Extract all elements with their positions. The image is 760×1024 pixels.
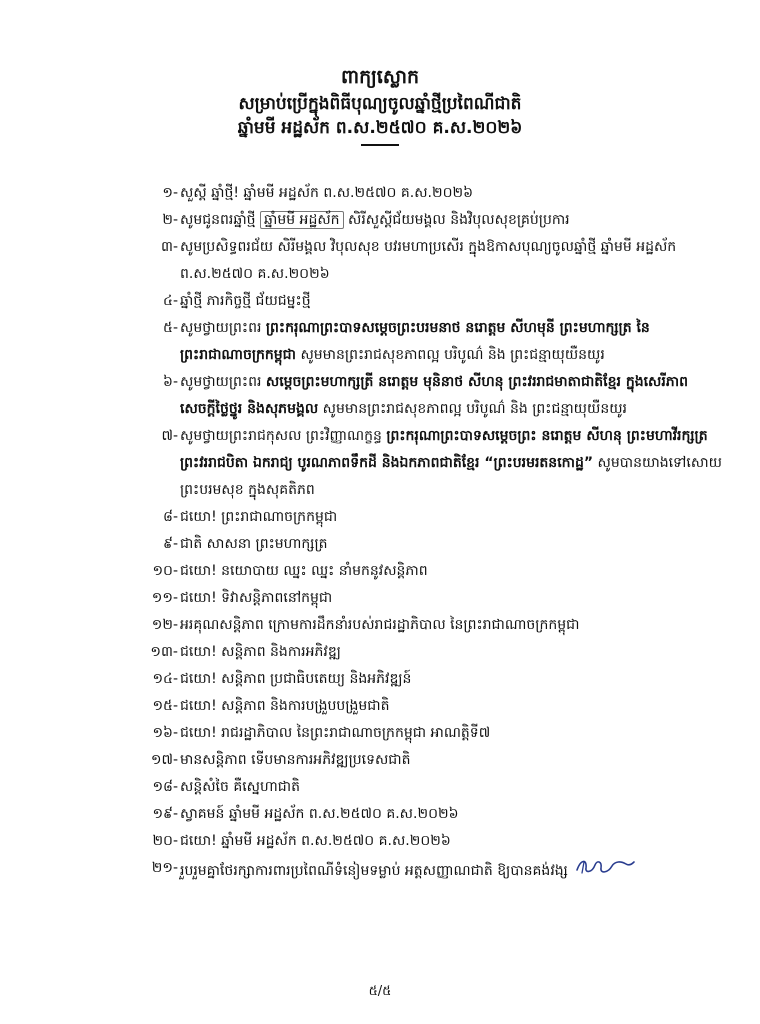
- slogan-text: ឆ្នាំថ្មី ភារកិច្ចថ្មី ជ័យជម្នះថ្មី: [180, 293, 311, 309]
- document-subtitle: សម្រាប់ប្រើក្នុងពិធីបុណ្យចូលឆ្នាំថ្មីប្រពៃណីជាតិ: [238, 94, 522, 114]
- slogan-number: ៧-: [161, 428, 178, 444]
- document-header: [0, 64, 760, 146]
- slogan-item: [138, 720, 728, 747]
- slogan-boxed-year: ឆ្នាំមមី អដ្ឋស័ក: [260, 211, 344, 229]
- slogan-number: ១៣-: [150, 644, 178, 660]
- slogan-text: [180, 369, 728, 423]
- slogan-text: ជយោ! នយោបាយ ឈ្នះ ឈ្នះ នាំមកនូវសន្តិភាព: [180, 563, 428, 579]
- slogan-text: [180, 315, 728, 369]
- slogan-item: [138, 828, 728, 855]
- slogan-number: ១៧-: [150, 752, 178, 768]
- slogan-text: ជយោ! ឆ្នាំមមី អដ្ឋស័ក ព.ស.២៥៧០ គ.ស.២០២៦: [180, 833, 451, 849]
- slogan-royal-name: ព្រះករុណាព្រះបាទសម្តេចព្រះបរមនាថ នរោត្តម សីហមុនី ព្រះមហាក្សត្រ នៃព្រះរាជាណាចក្រកម្ពុជា: [180, 320, 650, 363]
- slogan-text-lead: រួបរួមគ្នាថែរក្សាការពារប្រពៃណីទំនៀមទម្លាប់ អត្តសញ្ញាណជាតិ ឱ្យបានគង់វង្ស: [180, 863, 568, 879]
- slogan-number: ១៨-: [152, 779, 178, 795]
- slogan-text-tail: សូមបានយាងទៅសោយព្រះបរមសុខ ក្នុងសុគតិភព: [180, 455, 722, 498]
- slogan-text-tail: សូមមានព្រះរាជសុខភាពល្អ បរិបូណ៌ និង ព្រះជន្មាយុយឺនយូរ: [322, 401, 627, 417]
- slogan-text: ជយោ! សន្តិភាព ប្រជាធិបតេយ្យ និងអភិវឌ្ឍន៍: [180, 671, 412, 687]
- slogan-text-tail: សិរីសួស្តីជ័យមង្គល និងវិបុលសុខគ្រប់ប្រការ: [348, 212, 570, 228]
- slogan-item: [138, 693, 728, 720]
- slogan-text: សន្តិសំចៃ គឺស្នេហាជាតិ: [180, 779, 300, 795]
- slogan-text: ជយោ! ទិវាសន្តិភាពនៅកម្ពុជា: [180, 590, 333, 606]
- slogan-text: ស្វាគមន៍ ឆ្នាំមមី អដ្ឋស័ក ព.ស.២៥៧០ គ.ស.២០២៦: [180, 806, 459, 822]
- slogan-item: [138, 504, 728, 531]
- slogan-item: [138, 369, 728, 423]
- slogan-text: ជយោ! សន្តិភាព និងការអភិវឌ្ឍ: [180, 644, 341, 660]
- slogan-text-lead: សូមថ្វាយព្រះពរ: [180, 320, 262, 336]
- slogan-number: ៨-: [163, 509, 178, 525]
- slogan-text: អរគុណសន្តិភាព ក្រោមការដឹកនាំរបស់រាជរដ្ឋាភិបាល នៃព្រះរាជាណាចក្រកម្ពុជា: [180, 617, 580, 633]
- slogan-text-lead: សូមថ្វាយព្រះរាជកុសល ព្រះវិញ្ញាណក្ខន្ធ: [180, 428, 382, 444]
- slogan-number: ១-: [162, 185, 178, 201]
- slogan-item: [138, 747, 728, 774]
- slogan-number: ១៦-: [152, 725, 178, 741]
- slogan-number: ៤-: [163, 293, 178, 309]
- slogan-text: ជយោ! រាជរដ្ឋាភិបាល នៃព្រះរាជាណាចក្រកម្ពុជា អាណត្តិទី៧: [180, 725, 491, 741]
- slogan-text: សូមប្រសិទ្ធពរជ័យ សិរីមង្គល វិបុលសុខ បវរមហាប្រសើរ ក្នុងឱកាសបុណ្យចូលឆ្នាំថ្មី ឆ្នាំមមី អដ្ឋស័ក ព.ស.២៥៧០ គ.ស.២០២៦: [180, 239, 677, 282]
- slogan-item: [138, 801, 728, 828]
- document-title: ពាក្យស្លោក: [340, 66, 420, 88]
- slogan-number: ៣-: [160, 239, 178, 255]
- slogan-text-lead: សូមថ្វាយព្រះពរ: [180, 374, 262, 390]
- slogan-item: [138, 855, 728, 887]
- slogan-text: [180, 207, 728, 234]
- slogan-text: ជាតិ សាសនា ព្រះមហាក្សត្រ: [180, 536, 328, 552]
- slogan-text: [180, 855, 728, 887]
- slogan-item: [138, 558, 728, 585]
- slogan-item: [138, 774, 728, 801]
- slogan-number: ១០-: [152, 563, 178, 579]
- slogan-number: ៦-: [163, 374, 178, 390]
- slogan-number: ២-: [162, 212, 178, 228]
- slogan-number: ១២-: [151, 617, 178, 633]
- slogan-royal-name: សម្តេចព្រះមហាក្សត្រី នរោត្តម មុនិនាថ សីហនុ ព្រះវររាជមាតាជាតិខ្មែរ ក្នុងសេរីភាព សេចក្តីថ្លៃថ្នូរ និងសុភមង្គល: [180, 374, 689, 417]
- slogan-number: ២០-: [152, 833, 178, 849]
- slogan-item: [138, 234, 728, 288]
- slogan-number: ៩-: [163, 536, 178, 552]
- slogan-number: ១៤-: [152, 671, 178, 687]
- slogan-text: ជយោ! ព្រះរាជាណាចក្រកម្ពុជា: [180, 509, 338, 525]
- slogan-number: ១៥-: [152, 698, 178, 714]
- document-year-line: ឆ្នាំមមី អដ្ឋស័ក ព.ស.២៥៧០ គ.ស.២០២៦: [237, 118, 523, 138]
- slogan-number: ៥-: [163, 320, 178, 336]
- handwritten-signature: [574, 855, 636, 887]
- slogan-item: [138, 585, 728, 612]
- slogan-list: [138, 180, 728, 887]
- page-number: ៥/៥: [368, 984, 392, 999]
- slogan-text: សួស្តី ឆ្នាំថ្មី! ឆ្នាំមមី អដ្ឋស័ក ព.ស.២៥៧០ គ.ស.២០២៦: [180, 185, 473, 201]
- header-divider: [361, 144, 399, 146]
- slogan-item: [138, 288, 728, 315]
- slogan-item: [138, 639, 728, 666]
- slogan-text: ជយោ! សន្តិភាព និងការបង្រួបបង្រួមជាតិ: [180, 698, 390, 714]
- slogan-item: [138, 207, 728, 234]
- slogan-text-tail: សូមមានព្រះរាជសុខភាពល្អ បរិបូណ៌ និង ព្រះជន្មាយុយឺនយូរ: [300, 347, 605, 363]
- slogan-royal-name: ព្រះករុណាព្រះបាទសម្តេចព្រះ នរោត្តម សីហនុ ព្រះមហាវីរក្សត្រ ព្រះវររាជបិតា ឯករាជ្យ បូរណភាពទឹកដី និងឯកភាពជាតិខ្មែរ “ព្រះបរមរតនកោដ្ឋ”: [180, 428, 708, 471]
- slogan-text-lead: សូមជូនពរឆ្នាំថ្មី: [180, 212, 256, 228]
- slogan-item: [138, 180, 728, 207]
- slogan-item: [138, 612, 728, 639]
- slogan-text: មានសន្តិភាព ទើបមានការអភិវឌ្ឍប្រទេសជាតិ: [180, 752, 411, 768]
- slogan-text: [180, 423, 728, 504]
- slogan-number: ១៩-: [152, 806, 178, 822]
- slogan-number: ១១-: [151, 590, 178, 606]
- slogan-item: [138, 423, 728, 504]
- slogan-item: [138, 531, 728, 558]
- slogan-item: [138, 315, 728, 369]
- slogan-number: ២១-: [151, 860, 178, 876]
- slogan-item: [138, 666, 728, 693]
